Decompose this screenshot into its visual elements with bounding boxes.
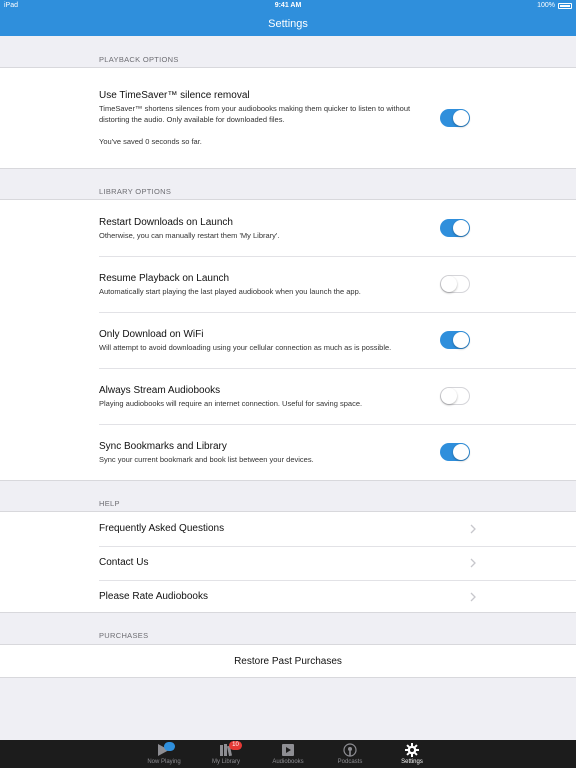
timesaver-saved: You've saved 0 seconds so far. — [99, 137, 202, 146]
now-playing-indicator-icon — [164, 742, 175, 751]
tab-label: Audiobooks — [272, 759, 304, 765]
option-desc: Otherwise, you can manually restart them 'My Library'. — [99, 231, 280, 240]
library-option-restart-downloads — [0, 200, 576, 256]
chevron-right-icon — [469, 524, 477, 534]
help-item-rate[interactable] — [0, 580, 576, 614]
chevron-right-icon — [469, 592, 477, 602]
nav-bar — [0, 12, 576, 36]
option-desc: Sync your current bookmark and book list between your devices. — [99, 455, 314, 464]
section-header-purchases: PURCHASES — [99, 631, 149, 640]
toggle-knob — [441, 276, 457, 292]
option-desc: Will attempt to avoid downloading using your cellular connection as much as is possible. — [99, 343, 392, 352]
sync-toggle[interactable] — [440, 443, 470, 461]
battery-percent: 100% — [537, 2, 555, 9]
help-item-label: Please Rate Audiobooks — [99, 591, 208, 602]
library-option-resume-playback — [0, 256, 576, 312]
timesaver-toggle[interactable] — [440, 109, 470, 127]
section-header-library: LIBRARY OPTIONS — [99, 187, 172, 196]
tab-settings[interactable] — [382, 740, 442, 768]
restore-purchases-button[interactable]: Restore Past Purchases — [234, 656, 342, 667]
library-option-wifi-only — [0, 312, 576, 368]
tab-label: Podcasts — [337, 759, 363, 765]
tab-podcasts[interactable] — [320, 740, 380, 768]
section-header-playback: PLAYBACK OPTIONS — [99, 55, 179, 64]
option-title: Restart Downloads on Launch — [99, 217, 233, 228]
gear-icon — [404, 743, 420, 757]
restart-downloads-toggle[interactable] — [440, 219, 470, 237]
library-option-always-stream — [0, 368, 576, 424]
tab-my-library[interactable] — [196, 740, 256, 768]
tab-bar — [0, 740, 576, 768]
playback-group — [0, 67, 576, 169]
status-bar — [0, 0, 576, 12]
tab-label: Now Playing — [147, 759, 181, 765]
resume-playback-toggle[interactable] — [440, 275, 470, 293]
chevron-right-icon — [469, 558, 477, 568]
battery-status — [537, 2, 572, 9]
option-desc: Automatically start playing the last played audiobook when you launch the app. — [99, 287, 361, 296]
device-label: iPad — [4, 2, 19, 9]
toggle-knob — [441, 388, 457, 404]
option-title: Only Download on WiFi — [99, 329, 204, 340]
help-item-contact[interactable] — [0, 546, 576, 580]
section-header-help: HELP — [99, 499, 120, 508]
option-title: Sync Bookmarks and Library — [99, 441, 227, 452]
audiobook-icon — [280, 743, 296, 757]
battery-icon — [558, 3, 572, 9]
help-item-label: Contact Us — [99, 557, 149, 568]
tab-audiobooks[interactable] — [258, 740, 318, 768]
help-item-label: Frequently Asked Questions — [99, 523, 225, 534]
tab-label: My Library — [211, 759, 240, 765]
library-option-sync — [0, 424, 576, 480]
wifi-only-toggle[interactable] — [440, 331, 470, 349]
option-desc: Playing audiobooks will require an internet connection. Useful for saving space. — [99, 399, 363, 408]
option-title: Always Stream Audiobooks — [99, 385, 221, 396]
library-group — [0, 199, 576, 481]
toggle-knob — [453, 110, 469, 126]
toggle-knob — [453, 444, 469, 460]
timesaver-title: Use TimeSaver™ silence removal — [99, 90, 250, 101]
status-time: 9:41 AM — [274, 2, 302, 9]
option-title: Resume Playback on Launch — [99, 273, 230, 284]
tab-now-playing[interactable] — [134, 740, 194, 768]
always-stream-toggle[interactable] — [440, 387, 470, 405]
library-badge: 10 — [229, 741, 242, 750]
toggle-knob — [453, 332, 469, 348]
help-group — [0, 511, 576, 613]
podcast-icon — [342, 743, 358, 757]
toggle-knob — [453, 220, 469, 236]
timesaver-desc: TimeSaver™ shortens silences from your audiobooks making them quicker to listen to without distorting the audio. Only available for downloaded files. — [99, 104, 411, 124]
tab-label: Settings — [401, 759, 423, 765]
page-title: Settings — [268, 18, 308, 30]
timesaver-cell — [0, 68, 576, 168]
help-item-faq[interactable] — [0, 512, 576, 546]
purchases-group — [0, 644, 576, 678]
